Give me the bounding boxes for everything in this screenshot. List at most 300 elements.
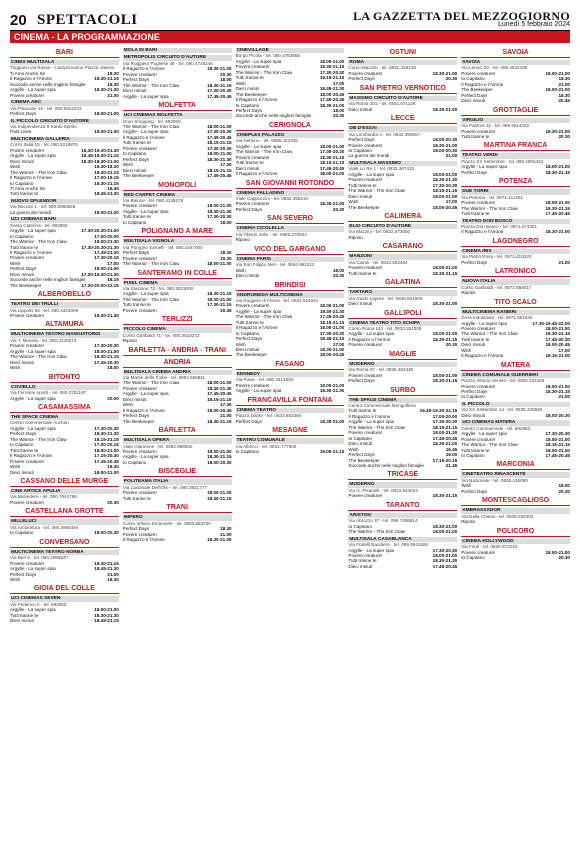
film-title: Argylle - La super spia [10, 395, 56, 401]
city-heading: CASARANO [348, 242, 457, 252]
showtimes: 17.00-20.00 [94, 233, 119, 239]
film-title: Dieci minuti [10, 271, 34, 277]
cinema-address: Via Pietro Rosa - tel. 0973.410020 [461, 254, 532, 260]
showtimes: 17.30-20.00-22.15 [81, 282, 119, 288]
film-title: The Warrior - The Iron Claw [461, 205, 518, 211]
film-title: Povere creature! [122, 255, 157, 261]
city-heading: MESAGNE [236, 426, 345, 436]
cinema-address: Via Fratelli Bandiera - tel. 099.9941555 [348, 542, 428, 548]
showtimes: 18.00-21.00 [207, 261, 232, 267]
cinema-name: CINEX MULTISALA [10, 60, 119, 65]
screening-row [10, 283, 119, 288]
cinema-address: Via Roma 101 - tel. 0831.671128 [348, 101, 416, 107]
film-title: Il Ragazzo e l'Airone [122, 407, 165, 413]
showtimes: 18.00-20.30 [207, 459, 232, 465]
film-title: Wish [348, 199, 359, 205]
film-title: Povere creature! [10, 92, 44, 98]
film-title: Perfect Days [348, 452, 375, 458]
film-title: Argylle - La super spia [461, 320, 507, 326]
film-title: Ti Amo Anche Se [10, 70, 46, 76]
city-heading: LATRONICO [461, 267, 570, 277]
film-title: Povere creature! [122, 490, 157, 496]
screening-row [348, 153, 457, 158]
showtimes: 17.00 [558, 347, 570, 353]
film-title: Povere creature! [348, 70, 383, 76]
showtimes: 17.30-20.30 [319, 149, 345, 155]
cinema-address: Via Mazzini - tel. 0832.873050 [348, 229, 411, 235]
screening-row [10, 210, 119, 215]
screening-row [236, 388, 345, 393]
screening-row [236, 273, 345, 278]
film-title: Povere creature! [348, 553, 383, 558]
showtimes: 21.00 [558, 81, 570, 87]
showtimes: 18.00-21.00 [432, 193, 458, 199]
showtimes: 18.00-21.00 [432, 171, 458, 177]
cinema-name: MULTISALA OPERA [123, 438, 232, 443]
film-title: Povere creature! [348, 372, 383, 378]
showtimes: 18.30 [107, 81, 119, 87]
cinema-name: UCI CINEMAS MATERA [461, 420, 570, 425]
film-title: Perfect Days [461, 169, 488, 175]
cinema-address: Via Cardinale Dell'Olio - tel. 080.3921777 [122, 484, 207, 490]
cinema-address: Via San Filippo Neri - tel. 0884.991022 [235, 262, 315, 268]
showtimes: 18.00-21.00 [207, 123, 232, 129]
showtimes: 16.30-18.30-21.00 [81, 158, 119, 164]
screening-row [10, 470, 119, 475]
showtimes: 17.30-20.30 [94, 343, 119, 349]
film-title: Riposo [122, 338, 138, 344]
film-title: Io Capitano [10, 233, 34, 239]
city-heading: MARTINA FRANCA [461, 141, 570, 151]
showtimes: 20.30 [558, 488, 570, 494]
listings-column-5 [461, 46, 570, 836]
film-title: Argylle - La super spia [348, 331, 395, 337]
film-title: Io Capitano [235, 330, 260, 336]
film-title: Wish [10, 464, 21, 470]
screening-row [461, 555, 570, 560]
showtimes: 18.30-21.00 [207, 537, 232, 542]
screening-row [461, 453, 570, 458]
cinema-address: Via Ruggiero Pugliese 46 - tel. 080.4748246 [122, 60, 213, 66]
film-title: Povere creature! [348, 265, 383, 271]
showtimes: 18.00-21.00 [545, 383, 570, 389]
city-heading: FASANO [236, 360, 345, 370]
cinema-name: MULTISALA VIGNOLA [123, 239, 232, 244]
cinema-address: Piazza Don Bosco - tel. 0971.274301 [461, 223, 538, 229]
showtimes: 17.30-20.30-21.30 [81, 244, 119, 250]
cinema-name: TARTARO [348, 290, 457, 295]
showtimes: 18.30-21.30 [94, 431, 119, 437]
film-title: Wish [122, 402, 134, 408]
newspaper-name: LA GAZZETTA DEL MEZZOGIORNO [353, 9, 570, 23]
showtimes: 20.30 [445, 76, 458, 82]
cinema-address: Via Ferrante Aporti - tel. 080.3751187 [10, 390, 87, 396]
film-title: Povere creature! [10, 458, 44, 464]
showtimes: 18.00-21.00 [207, 151, 232, 157]
cinema-name: ARISTON [348, 513, 457, 518]
film-title: Dieci minuti [348, 193, 373, 199]
showtimes: 19.00 [445, 452, 458, 458]
showtimes: 18.30-21.00 [545, 128, 570, 134]
film-title: Argylle - La super spia [461, 431, 507, 437]
showtimes: 17.00-20.15 [94, 442, 119, 448]
showtimes: 17.00-19.15 [94, 175, 119, 181]
film-title: Tutti tranne te [461, 133, 490, 139]
showtimes: 17.45-20.45 [207, 391, 232, 397]
film-title: The Beekeeper [461, 87, 493, 93]
cinema-name: ANDROMEDA MULTICINEMA [236, 293, 345, 298]
film-title: Povere creature! [122, 203, 157, 209]
showtimes: 18.00-21.00 [94, 111, 119, 117]
screening-row [10, 618, 119, 623]
issue-date: Lunedì 5 febbraio 2024 [497, 21, 570, 28]
cinema-name: KENNEDY [236, 372, 345, 377]
showtimes: 18.00-21.00 [545, 87, 570, 93]
film-title: The Warrior - The Iron Claw [10, 436, 67, 442]
film-title: Tutti tranne te [235, 75, 264, 81]
cinema-address: Via Cairoli - tel. 0833.502484 [348, 259, 408, 265]
showtimes: 20.30 [220, 255, 232, 261]
showtimes: 18.30 [107, 70, 119, 76]
screening-row [123, 338, 232, 343]
screening-row [348, 271, 457, 276]
showtimes: 18.00-20.30 [545, 412, 570, 418]
cinema-name: ELIO CIRCUITO D'AUTORE [348, 224, 457, 229]
showtimes: 18.15-21.15 [319, 319, 345, 325]
film-title: Io Capitano [10, 530, 34, 536]
city-heading: CERIGNOLA [236, 121, 345, 131]
film-title: Dieci minuti [10, 158, 34, 164]
screening-row [123, 94, 232, 99]
film-title: Il Ragazzo e l'Airone [10, 175, 52, 181]
listings-columns [10, 46, 570, 836]
film-title: Povere creature! [235, 382, 270, 388]
showtimes: 20.00 [107, 395, 119, 401]
cinema-address: Via Arcipretura - tel. 080.4965484 [10, 524, 79, 530]
cinema-address: Via Indipendenza 6 Santo Spirito [10, 123, 77, 129]
film-title: The Warrior - The Iron Claw [122, 123, 180, 129]
showtimes: 17.15-20.30 [94, 453, 119, 459]
showtimes: 18.00-20.45 [545, 342, 570, 348]
film-title: Wish [122, 162, 134, 168]
cinema-address: Via Martiri delle Foibe - tel. 0883.556811 [122, 375, 206, 381]
film-title: The Warrior - The Iron Claw [235, 314, 293, 320]
cinema-name: UCI CINEMAS SEVEN [10, 596, 119, 601]
film-title: The Beekeeper [10, 282, 42, 288]
film-title: Dieci minuti [348, 301, 373, 307]
screening-row [461, 260, 570, 265]
showtimes: 18.30-21.30 [207, 156, 232, 162]
cinema-address: Viale Lo Re 1 - tel. 0832.307433 [348, 166, 415, 172]
film-title: Povere creature! [461, 128, 496, 134]
film-title: Perfect Days [122, 413, 150, 419]
showtimes: 18.45-21.30 [319, 86, 345, 92]
city-heading: CASTELLANA GROTTE [10, 507, 119, 517]
film-title: Tutti tranne te [122, 214, 151, 220]
film-title: Argylle - La super spia [235, 388, 282, 394]
film-title: The Warrior - The Iron Claw [461, 442, 518, 448]
screening-row [10, 93, 119, 98]
showtimes: 18.00-21.00 [94, 469, 119, 475]
film-title: Povere creature! [122, 71, 157, 77]
film-title: Io Capitano [10, 180, 34, 186]
film-title: Dieci minuti [10, 469, 34, 475]
film-title: Povere creature! [461, 325, 496, 331]
city-heading: MONOPOLI [123, 181, 232, 191]
showtimes: 18.45-21.15 [319, 336, 345, 342]
cinema-address: Piazza Dante - tel. 0831.853380 [235, 413, 302, 419]
film-title: Povere creature! [235, 303, 270, 309]
showtimes: 18.00-21.00 [545, 549, 570, 555]
showtimes: 19.00-21.15 [319, 449, 345, 455]
film-title: Tutti tranne te [235, 319, 264, 325]
screening-row [348, 76, 457, 81]
showtimes: 18.00-21.00 [432, 372, 458, 378]
showtimes: 18.15-21.00 [545, 353, 570, 359]
city-heading: TITO SCALO [461, 298, 570, 308]
showtimes: 18.30-21.00 [432, 523, 458, 529]
film-title: The Warrior - The Iron Claw [10, 239, 67, 245]
showtimes: 18.00-20.45 [319, 352, 345, 358]
cinema-name: VIRGILIO [461, 118, 570, 123]
cinema-name: CINEMA COMUNALE GUERRIERI [461, 373, 570, 378]
film-title: Povere creature! [235, 154, 270, 160]
city-heading: POLICORO [461, 527, 570, 537]
film-title: Il Ragazzo e l'Airone [461, 353, 504, 359]
film-title: Argylle - La super spia [122, 291, 169, 297]
showtimes: 18.00-21.00 [545, 447, 570, 453]
film-title: Dieci minuti [235, 347, 260, 353]
film-title: Argylle - La super spia [235, 143, 282, 149]
section-title: SPETTACOLI [37, 12, 138, 28]
film-title: Il Ragazzo e l'Airone [235, 325, 278, 331]
film-title: The Warrior - The Iron Claw [10, 169, 67, 175]
showtimes: 16.30 [107, 464, 119, 470]
cinema-name: ROMA [348, 60, 457, 65]
film-title: Povere creature! [122, 449, 157, 455]
cinema-name: MILLELUCI [10, 519, 119, 524]
film-title: Povere creature! [122, 145, 157, 151]
showtimes: 17.30-19.45-22.00 [532, 320, 570, 326]
showtimes: 18.45-21.15 [94, 618, 119, 624]
city-heading: SAN GIOVANNI ROTONDO [236, 179, 345, 189]
listings-column-1 [10, 46, 119, 836]
cinema-address: Zona Industriale - tel. 0971.651045 [461, 315, 533, 321]
screening-row [10, 365, 119, 370]
film-title: Tutti tranne te [10, 244, 39, 250]
showtimes: 18.00-21.00 [432, 553, 458, 558]
cinema-address: Via Pompeo Sarnelli - tel. 080.4247000 [122, 244, 203, 250]
cinema-address: Viale Giannone - tel. 0883.955660 [122, 443, 193, 449]
showtimes: 18.00-21.00 [207, 449, 232, 455]
showtimes: 18.30-21.15 [94, 76, 119, 82]
cinema-address: Corso Italia 15 - tel. 080.5216875 [10, 142, 78, 148]
screening-row [461, 211, 570, 216]
showtimes: 21.00 [107, 571, 119, 577]
showtimes: 20.45 [220, 307, 232, 313]
showtimes: 17.30-20.30 [207, 88, 232, 94]
cinema-address: Via Belvedere - tel. 080.7644788 [10, 494, 77, 500]
city-heading: CALIMERA [348, 212, 457, 222]
film-title: Povere creature! [10, 560, 44, 566]
screening-row [348, 342, 457, 347]
screening-row [10, 129, 119, 134]
showtimes: 18.30-21.15 [432, 336, 458, 342]
showtimes: 18.30 [220, 250, 232, 256]
screening-row [348, 301, 457, 306]
showtimes: 17.45-20.45 [545, 453, 570, 459]
film-title: Succede anche nelle migliori famiglie [235, 113, 312, 119]
showtimes: 18.15-21.15 [432, 424, 458, 430]
showtimes: 18.30-21.15 [432, 270, 458, 276]
showtimes: 17.30-20.30 [319, 330, 345, 336]
film-title: Povere creature! [235, 64, 270, 70]
screening-row [10, 111, 119, 116]
showtimes: 20.30 [445, 342, 458, 348]
showtimes: 18.15-21.15 [207, 167, 232, 173]
showtimes: 18.15 [107, 277, 119, 283]
showtimes: 18.30-21.15 [319, 154, 345, 160]
film-title: Tutti tranne te [461, 447, 490, 453]
cinema-address: Via Friuli - tel. 0835.972233 [461, 544, 518, 550]
showtimes: 17.45-20.45 [319, 165, 345, 171]
showtimes: 21.00 [107, 92, 119, 98]
showtimes: 18.30-21.00 [319, 102, 345, 108]
cinema-name: TEATRO DEI TRULLI [10, 302, 119, 307]
film-title: The Warrior - The Iron Claw [348, 188, 406, 194]
film-title: Perfect Days [10, 431, 37, 437]
screening-row [236, 113, 345, 118]
page-number: 20 [10, 12, 27, 29]
showtimes: 18.00-21.00 [207, 203, 232, 209]
showtimes: 18.30-21.30 [94, 612, 119, 618]
film-title: Povere creature! [348, 342, 383, 348]
showtimes: 17.45-20.30 [545, 336, 570, 342]
film-title: Il Ragazzo e l'Airone [122, 134, 165, 140]
city-heading: GROTTAGLIE [461, 106, 570, 116]
film-title: The Warrior - The Iron Claw [235, 149, 293, 155]
film-title: Dieci minuti [10, 359, 34, 365]
showtimes: 17.30-20.30 [319, 69, 345, 75]
showtimes: 18.00 [220, 77, 232, 83]
film-title: Perfect Days [461, 259, 488, 265]
cinema-address: Via Lippolis 85 - tel. 080.4324009 [10, 307, 79, 313]
showtimes: 20.45 [558, 98, 570, 104]
film-title: Perfect Days [461, 389, 488, 395]
film-title: Succede anche nelle migliori famiglie [10, 81, 86, 87]
cinema-name: PIXEL CINEMA [123, 281, 232, 286]
screening-row [10, 500, 119, 505]
film-title: Past Lives [10, 129, 32, 135]
showtimes: 17.30-20.15 [94, 255, 119, 261]
cinema-name: MOLA DI BARI [123, 48, 232, 53]
showtimes: 18.30-21.15 [545, 389, 570, 395]
showtimes: 18.30-21.00 [432, 142, 458, 148]
cinema-name: CINEMA CICOLELLA [236, 226, 345, 231]
showtimes: 18.30-21.15 [545, 205, 570, 211]
film-title: Riposo [461, 519, 476, 525]
film-title: Perfect Days [235, 206, 262, 212]
showtimes: 18.00-21.00 [319, 325, 345, 331]
film-title: Io Capitano [122, 219, 147, 225]
city-heading: SAN SEVERO [236, 214, 345, 224]
cinema-address: Via Federico II - tel. 892960 [10, 601, 67, 607]
film-title: The Warrior - The Iron Claw [122, 82, 180, 88]
city-heading: ANDRIA [123, 358, 232, 368]
cinema-name: CINETEATRO RINASCENTE [461, 472, 570, 477]
cinema-name: CINEMA ABC [10, 100, 119, 105]
screening-row [10, 313, 119, 318]
film-title: Argylle - La super spia [10, 566, 56, 572]
cinema-address: Santa Caterina - tel. 892960 [10, 222, 68, 228]
cinema-name: COVIELLO [10, 385, 119, 390]
showtimes: 18.00-20.30 [432, 137, 458, 143]
film-title: Io Capitano [122, 459, 147, 465]
cinema-address: Via Guido Lepore - tel. 0836.561609 [348, 295, 423, 301]
screening-row [10, 396, 119, 401]
cinema-address: Via Lenoci 20 - tel. 099.4532198 [461, 65, 528, 71]
film-title: Perfect Days [10, 571, 37, 577]
film-title: Io Capitano [461, 453, 485, 459]
film-title: Argylle - La super spia [348, 171, 395, 177]
film-title: Il Ragazzo e l'Airone [348, 336, 391, 342]
film-title: Perfect Days [348, 378, 375, 384]
film-title: Argylle - La super spia [235, 308, 282, 314]
film-title: La guerra dei mondi [10, 209, 51, 215]
film-title: Il Ragazzo e l'Airone [122, 66, 165, 72]
film-title: Perfect Days [122, 250, 150, 256]
showtimes: 16.30-18.30 [94, 164, 119, 170]
screening-row [10, 191, 119, 196]
showtimes: 17.30-20.30 [432, 547, 458, 553]
showtimes: 18.30-21.15 [207, 454, 232, 460]
film-title: Tutti tranne te [10, 612, 39, 618]
showtimes: 18.30-21.30 [319, 308, 345, 314]
film-title: Tutti tranne te [122, 495, 151, 501]
city-heading: SURBO [348, 386, 457, 396]
showtimes: 17.30-20.30 [207, 214, 232, 220]
film-title: Argylle - La super spia [10, 607, 56, 613]
showtimes: 18.00-21.00 [207, 490, 232, 496]
showtimes: 18.30-21.15 [94, 560, 119, 566]
film-title: Argylle - La super spia [122, 93, 169, 99]
showtimes: 18.00-21.30 [432, 430, 458, 436]
cinema-name: DUE TORRI [461, 189, 570, 194]
film-title: Dieci minuti [235, 273, 260, 279]
showtimes: 18.15-21.15 [432, 188, 458, 194]
cinema-address: Via Pastore 11 - tel. 099.5614422 [461, 123, 530, 129]
cinema-address: Via Albricci - tel. 0831.777900 [235, 443, 297, 449]
film-title: Tutti tranne te [348, 182, 377, 188]
film-title: Il Ragazzo e l'Airone [10, 76, 52, 82]
film-title: Perfect Days [122, 77, 150, 83]
film-title: Il Ragazzo e l'Airone [235, 171, 278, 177]
showtimes: 18.00-21.00 [207, 296, 232, 302]
film-title: Perfect Days [10, 266, 37, 272]
cinema-address: Via Abruzzo 37 - tel. 099.7306814 [348, 518, 418, 524]
city-heading: POTENZA [461, 177, 570, 187]
showtimes: 18.30-21.15 [207, 82, 232, 88]
film-title: Dieci minuti [122, 167, 147, 173]
film-title: Perfect Days [235, 336, 262, 342]
screening-row [348, 493, 457, 498]
showtimes: 18.30-21.30 [432, 558, 458, 564]
showtimes: 18.15-21.15 [545, 442, 570, 448]
showtimes: 18.00-20.45 [207, 407, 232, 413]
showtimes: 18.00-21.00 [545, 200, 570, 206]
film-title: Dieci minuti [348, 441, 373, 447]
screening-row [123, 261, 232, 266]
